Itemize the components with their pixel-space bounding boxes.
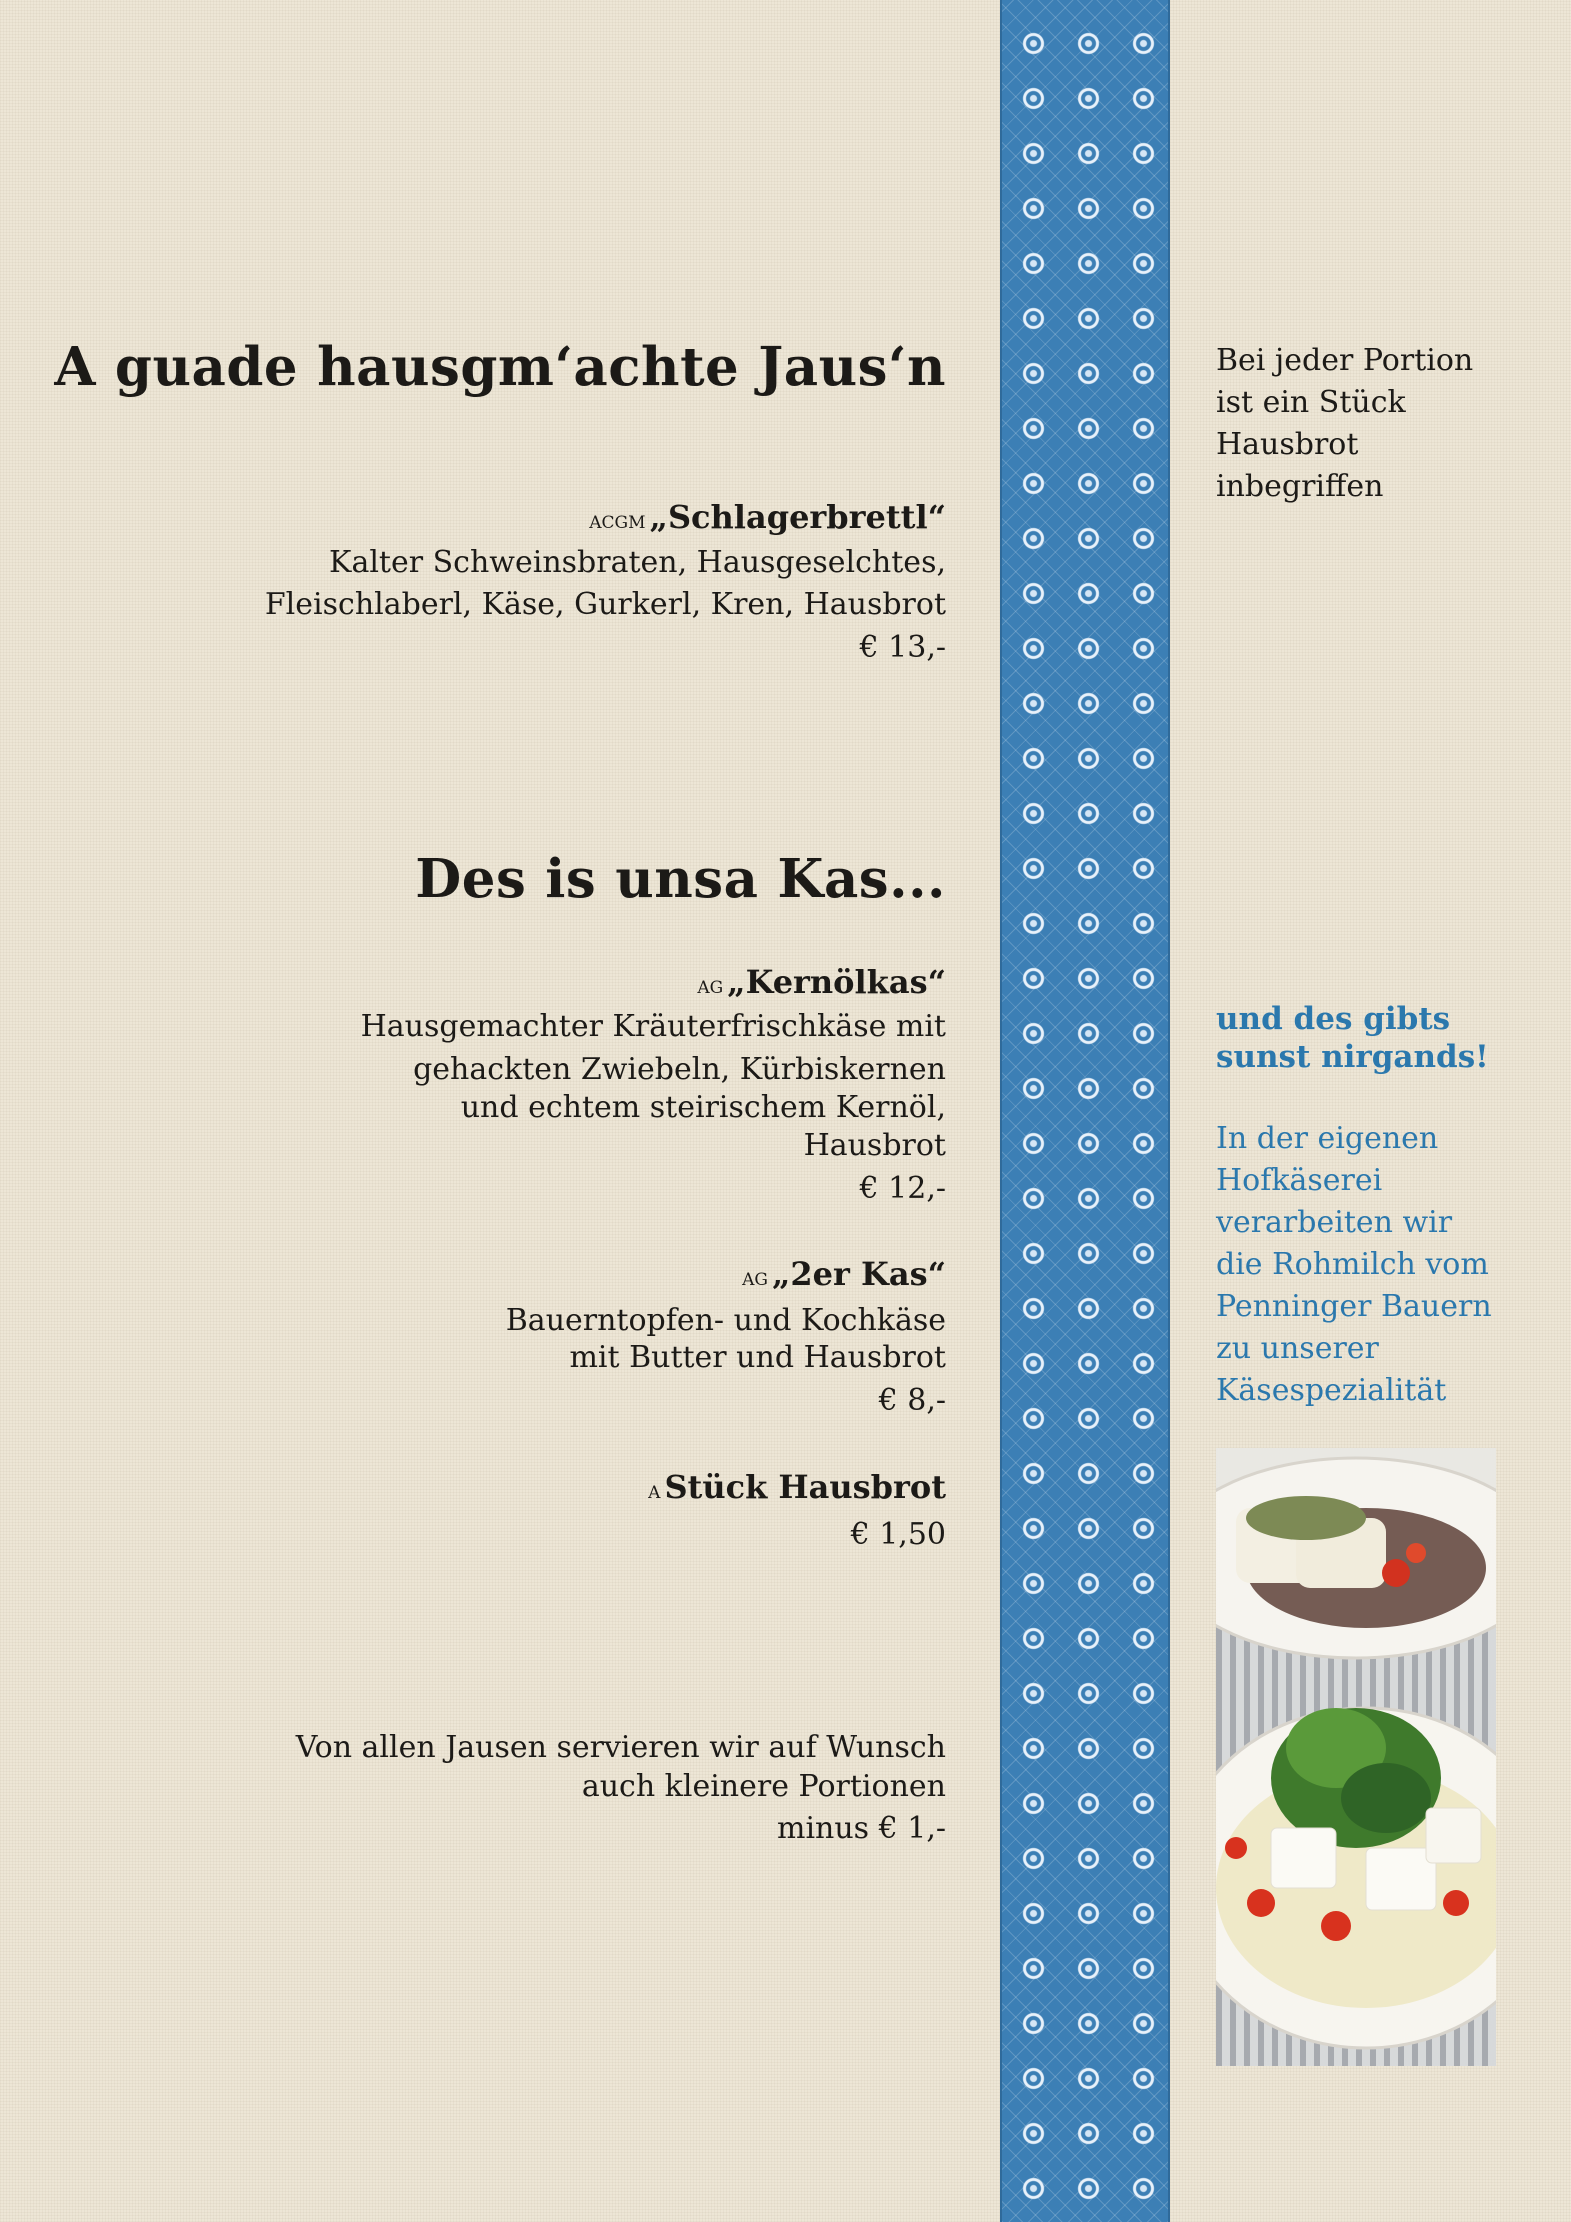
- item-description: Hausbrot: [803, 1128, 946, 1163]
- cheese-note-line: Käsespezialität: [1216, 1373, 1447, 1408]
- allergen-codes: AG: [742, 1270, 768, 1290]
- portion-note: auch kleinere Portionen: [581, 1769, 946, 1804]
- item-price: € 13,-: [859, 630, 946, 665]
- portion-discount: minus € 1,-: [777, 1811, 946, 1846]
- bread-note-line: Bei jeder Portion: [1216, 343, 1474, 378]
- item-description: gehackten Zwiebeln, Kürbiskernen: [413, 1052, 946, 1087]
- cheese-note-line: In der eigenen: [1216, 1121, 1439, 1156]
- tagline-line: und des gibts: [1216, 1001, 1451, 1037]
- cheese-note: [1216, 1118, 1492, 1412]
- bread-note-line: ist ein Stück: [1216, 385, 1406, 420]
- allergen-codes: A: [648, 1483, 661, 1503]
- cheese-note-line: die Rohmilch vom: [1216, 1247, 1489, 1282]
- portion-note: Von allen Jausen servieren wir auf Wunsch: [295, 1730, 946, 1765]
- item-description: Kalter Schweinsbraten, Hausgeselchtes,: [329, 545, 946, 580]
- cheese-note-line: zu unserer: [1216, 1331, 1379, 1366]
- item-price: € 12,-: [859, 1171, 946, 1206]
- section-heading-jause: A guade hausgm‘achte Jaus‘n: [54, 336, 946, 398]
- menu-item-2er-kas: [742, 1255, 946, 1293]
- allergen-codes: AG: [697, 978, 724, 998]
- item-description: mit Butter und Hausbrot: [569, 1340, 946, 1375]
- cheese-dish-illustration: [1216, 1448, 1496, 2066]
- section-heading-kas: Des is unsa Kas...: [415, 848, 946, 910]
- cheese-note-line: Hofkäserei: [1216, 1163, 1383, 1198]
- item-price: € 8,-: [878, 1383, 946, 1418]
- menu-item-hausbrot: [648, 1468, 946, 1506]
- item-title: „Schlagerbrettl“: [649, 498, 946, 536]
- item-description: Fleischlaberl, Käse, Gurkerl, Kren, Hausbrot: [264, 587, 946, 622]
- item-price: € 1,50: [850, 1517, 946, 1552]
- menu-item-kernoelkas: [697, 963, 946, 1001]
- tagline-line: sunst nirgands!: [1216, 1039, 1489, 1075]
- bread-note-line: Hausbrot: [1216, 427, 1359, 462]
- menu-item-schlagerbrettl: [589, 498, 946, 536]
- decorative-blue-ribbon: [1000, 0, 1170, 2222]
- bread-note-line: inbegriffen: [1216, 469, 1384, 504]
- allergen-codes: ACGM: [589, 513, 646, 533]
- item-description: Hausgemachter Kräuterfrischkäse mit: [360, 1009, 946, 1044]
- item-title: Stück Hausbrot: [664, 1468, 946, 1506]
- bread-note: [1216, 340, 1473, 508]
- cheese-note-line: Penninger Bauern: [1216, 1289, 1492, 1324]
- cheese-dish-photo: [1216, 1448, 1496, 2066]
- cheese-note-line: verarbeiten wir: [1216, 1205, 1453, 1240]
- item-description: Bauerntopfen- und Kochkäse: [505, 1303, 946, 1338]
- item-title: „2er Kas“: [772, 1255, 946, 1293]
- item-title: „Kernölkas“: [727, 963, 946, 1001]
- tagline: [1216, 1000, 1489, 1076]
- item-description: und echtem steirischem Kernöl,: [460, 1090, 946, 1125]
